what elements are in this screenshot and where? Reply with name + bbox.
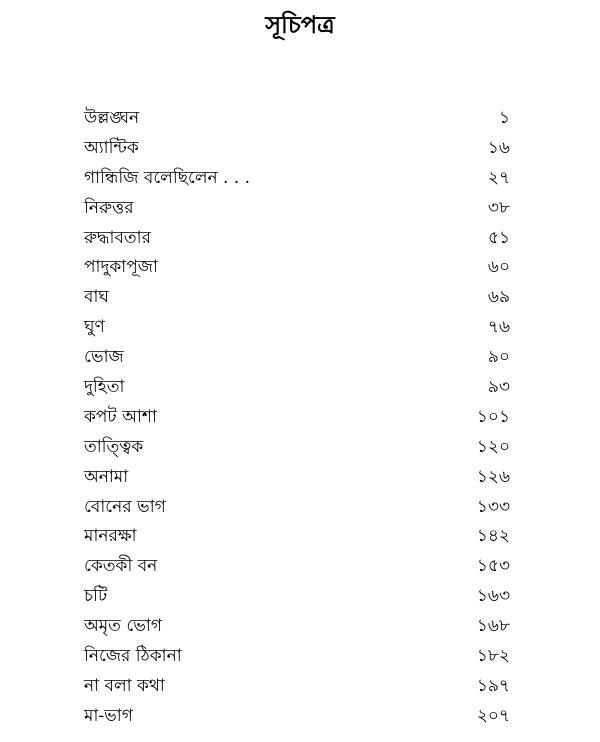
toc-entry-page-number: ১৮২ xyxy=(476,646,510,667)
toc-entry-title: বাঘ xyxy=(84,287,109,308)
toc-entry-title: দুহিতা xyxy=(84,377,125,398)
toc-entry-page-number: ১২৬ xyxy=(476,466,510,487)
toc-entry-title: নিরুত্তর xyxy=(84,197,134,218)
toc-entry xyxy=(0,163,600,193)
toc-entry-title: কেতকী বন xyxy=(84,556,158,577)
toc-entry xyxy=(0,611,600,641)
toc-entry-title: অনামা xyxy=(84,466,129,487)
toc-entry-title: পাদুকাপূজা xyxy=(84,257,158,278)
toc-entry xyxy=(0,521,600,551)
toc-entry xyxy=(0,103,600,133)
toc-entry-page-number: ১৩৩ xyxy=(476,496,510,517)
toc-entry-title: কপট আশা xyxy=(84,406,157,427)
toc-entry-title: ভোজ xyxy=(84,347,124,368)
toc-entry xyxy=(0,223,600,253)
table-of-contents xyxy=(0,103,600,731)
toc-entry-title: না বলা কথা xyxy=(84,675,165,696)
toc-entry xyxy=(0,193,600,223)
toc-entry-page-number: ১৫৩ xyxy=(476,556,510,577)
toc-entry xyxy=(0,462,600,492)
toc-entry-page-number: ৯০ xyxy=(487,347,510,368)
toc-entry xyxy=(0,551,600,581)
toc-entry xyxy=(0,402,600,432)
toc-entry-title: ঘুণ xyxy=(84,317,105,338)
toc-entry xyxy=(0,581,600,611)
toc-entry-page-number: ৫১ xyxy=(487,227,510,248)
toc-entry-title: রুদ্ধাবতার xyxy=(84,227,151,248)
toc-entry-title: উল্লঙ্ঘন xyxy=(84,108,140,128)
toc-entry xyxy=(0,671,600,701)
toc-entry-title: চটি xyxy=(84,586,108,607)
page-title: সূচিপত্র xyxy=(265,10,335,39)
toc-entry-page-number: ৭৬ xyxy=(487,317,510,338)
toc-entry-page-number: ২০৭ xyxy=(476,705,510,726)
toc-entry-page-number: ৬০ xyxy=(487,257,510,278)
toc-entry-page-number: ১৬ xyxy=(487,137,510,158)
toc-entry xyxy=(0,133,600,163)
toc-entry-page-number: ৬৯ xyxy=(487,287,510,308)
toc-entry-page-number: ২৭ xyxy=(487,167,510,188)
toc-entry-title: বোনের ভাগ xyxy=(84,496,166,517)
toc-entry-page-number: ১২০ xyxy=(476,436,510,457)
toc-entry-page-number: ১০১ xyxy=(476,406,510,427)
toc-entry-page-number: ৯৩ xyxy=(487,377,510,398)
toc-entry xyxy=(0,432,600,462)
toc-entry xyxy=(0,641,600,671)
toc-entry xyxy=(0,342,600,372)
toc-entry-title: তাত্ত্বিক xyxy=(84,436,144,457)
toc-entry-page-number: ১ xyxy=(498,108,510,128)
toc-entry-title: মা-ভাগ xyxy=(84,705,133,726)
toc-entry-page-number: ১৪২ xyxy=(476,526,510,547)
toc-entry-title: অমৃত ভোগ xyxy=(84,616,162,637)
toc-entry-page-number: ১৯৭ xyxy=(476,675,510,696)
toc-entry-title: গান্ধিজি বলেছিলেন . . . xyxy=(84,167,251,188)
toc-entry xyxy=(0,701,600,731)
toc-entry-title: মানরক্ষা xyxy=(84,526,137,547)
toc-entry-page-number: ৩৮ xyxy=(487,197,510,218)
toc-entry-title: নিজের ঠিকানা xyxy=(84,646,182,667)
toc-entry-page-number: ১৬৩ xyxy=(476,586,510,607)
toc-entry-title: অ্যান্টিক xyxy=(84,137,139,158)
toc-entry xyxy=(0,312,600,342)
toc-entry xyxy=(0,252,600,282)
toc-entry-page-number: ১৬৮ xyxy=(476,616,510,637)
toc-entry xyxy=(0,492,600,522)
toc-entry xyxy=(0,372,600,402)
toc-entry xyxy=(0,282,600,312)
